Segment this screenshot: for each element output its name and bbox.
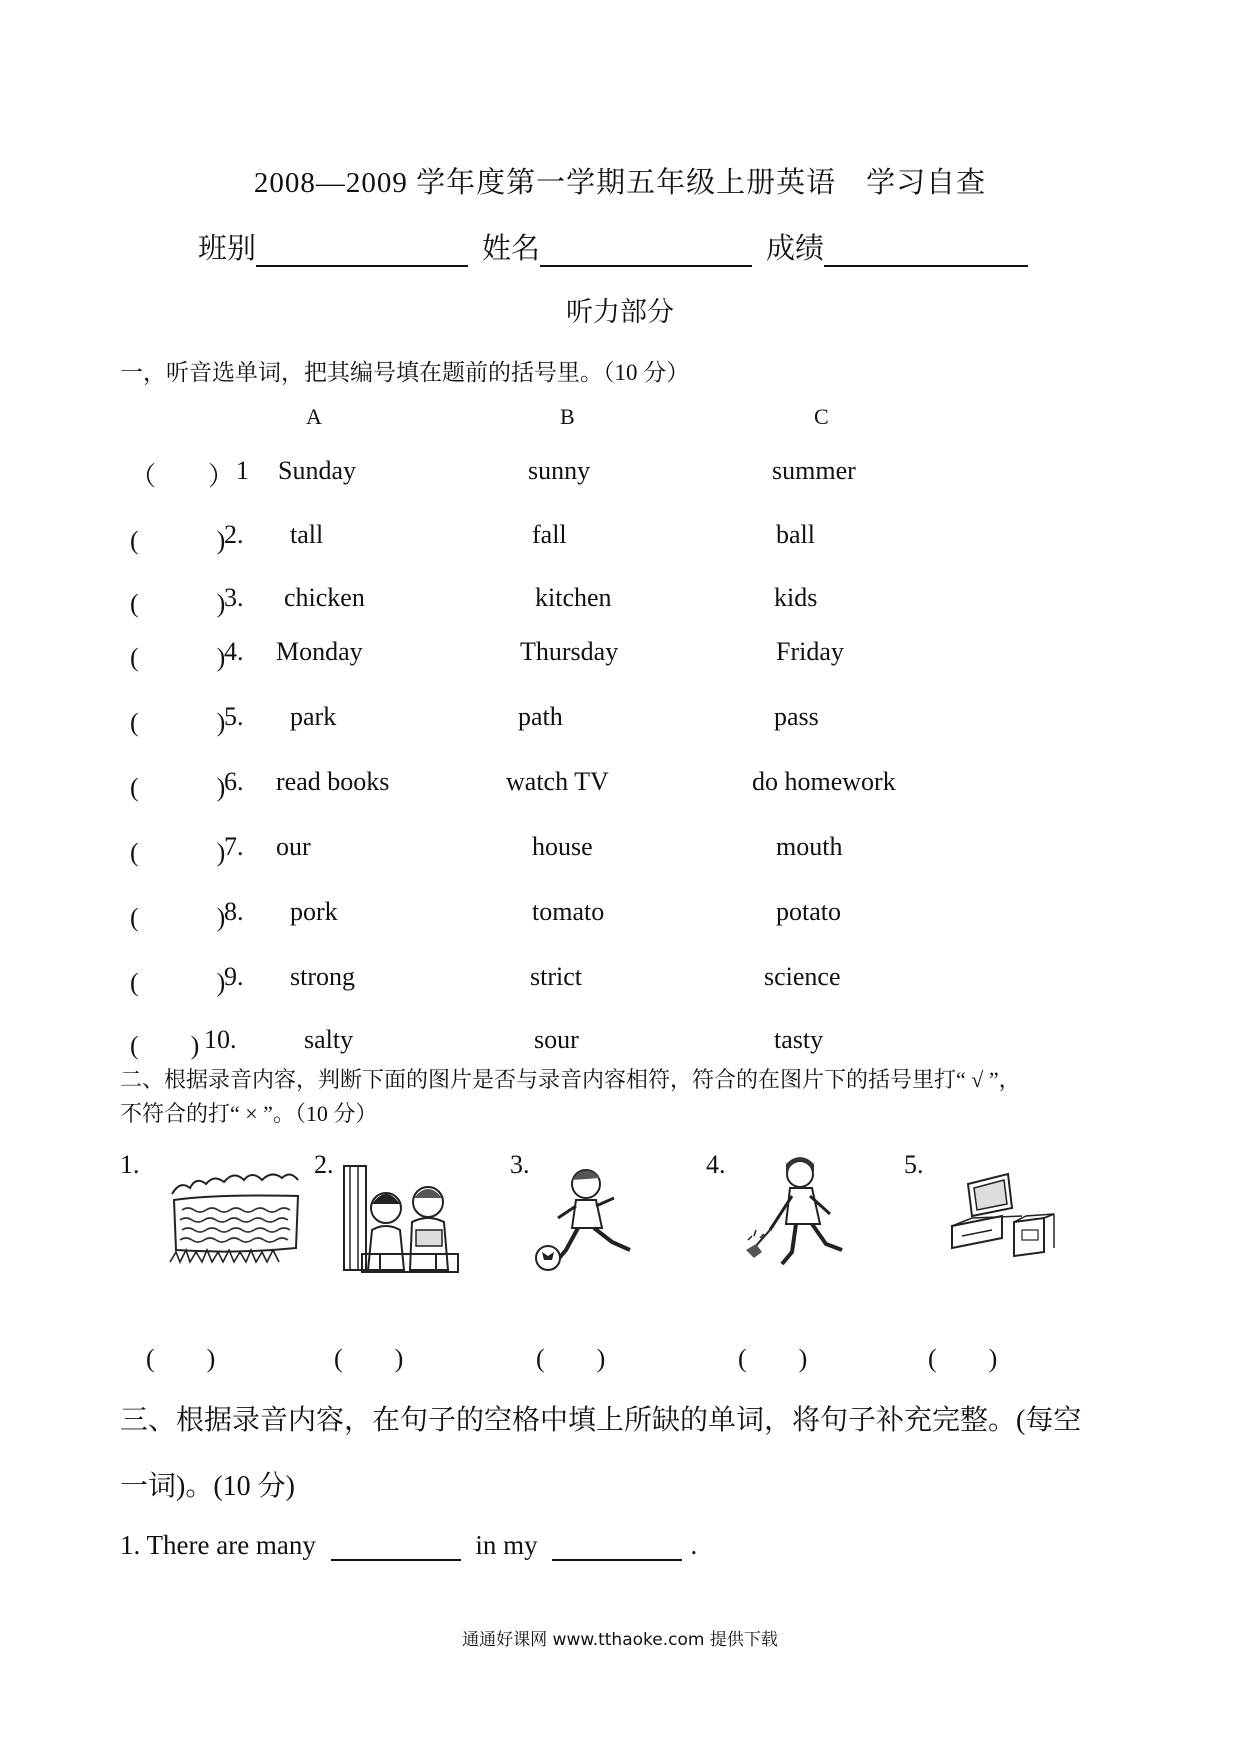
option-c: summer (772, 456, 856, 485)
sentence-middle: in my (475, 1530, 538, 1560)
answer-blank[interactable] (552, 1535, 682, 1561)
column-header-c: C (814, 404, 829, 429)
question-number: 5. (224, 702, 244, 731)
picture-number: 3. (510, 1150, 530, 1179)
option-b: path (518, 702, 563, 731)
answer-paren[interactable]: ( ) (130, 643, 226, 672)
option-a: tall (290, 520, 324, 549)
option-c: kids (774, 583, 818, 612)
column-header-b: B (560, 404, 575, 429)
part3-instruction-line2: 一词)。(10 分) (120, 1471, 295, 1502)
class-label: 班别 (198, 233, 257, 265)
answer-blank[interactable] (331, 1535, 461, 1561)
answer-paren[interactable]: ( ) (130, 1031, 200, 1060)
picture-answer-paren[interactable]: ( ) (146, 1344, 216, 1373)
sentence-end: . (690, 1530, 698, 1560)
picture-number: 4. (706, 1150, 726, 1179)
question-number: 7. (224, 832, 244, 861)
option-a: park (290, 702, 337, 731)
score-blank[interactable] (824, 235, 1028, 267)
fill-sentence-1 (120, 1530, 697, 1561)
answer-paren[interactable]: ( ) (130, 968, 226, 997)
part3-instruction-line1: 三、根据录音内容，在句子的空格中填上所缺的单词，将句子补充完整。(每空 (120, 1405, 1082, 1436)
question-number: 6. (224, 767, 244, 796)
option-c: tasty (774, 1025, 824, 1054)
boy-playing-football-icon (528, 1162, 648, 1276)
lake-picture-icon (168, 1172, 304, 1268)
column-header-a: A (306, 404, 322, 429)
answer-paren[interactable]: （ ） (130, 462, 235, 491)
question-number: 8. (224, 897, 244, 926)
picture-answer-paren[interactable]: ( ) (334, 1344, 404, 1373)
girl-sweeping-icon (740, 1152, 856, 1274)
question-number: 10. (204, 1025, 237, 1054)
option-a: Monday (276, 637, 363, 666)
question-number: 9. (224, 962, 244, 991)
picture-number: 2. (314, 1150, 334, 1179)
option-b: sour (534, 1025, 579, 1054)
picture-number: 1. (120, 1150, 140, 1179)
option-c: ball (776, 520, 815, 549)
option-b: watch TV (506, 767, 609, 796)
part2-instruction-line2: 不符合的打“ × ”。（10 分） (120, 1101, 378, 1126)
class-blank[interactable] (256, 235, 468, 267)
option-c: do homework (752, 767, 896, 796)
listening-heading: 听力部分 (566, 297, 674, 327)
answer-paren[interactable]: ( ) (130, 589, 226, 618)
question-number: 1 (236, 456, 249, 485)
question-number: 3. (224, 583, 244, 612)
sentence-start: 1. There are many (120, 1530, 316, 1560)
option-c: mouth (776, 832, 843, 861)
option-c: potato (776, 897, 841, 926)
option-b: kitchen (535, 583, 612, 612)
score-label: 成绩 (766, 233, 825, 265)
two-boys-picture-icon (340, 1158, 464, 1274)
name-blank[interactable] (540, 235, 752, 267)
option-c: science (764, 962, 841, 991)
option-b: sunny (528, 456, 591, 485)
picture-answer-paren[interactable]: ( ) (928, 1344, 998, 1373)
footer-source: 通通好课网 www.tthaoke.com 提供下载 (462, 1630, 778, 1650)
answer-paren[interactable]: ( ) (130, 773, 226, 802)
question-number: 2. (224, 520, 244, 549)
picture-answer-paren[interactable]: ( ) (738, 1344, 808, 1373)
option-a: read books (276, 767, 390, 796)
option-b: strict (530, 962, 582, 991)
option-c: Friday (776, 637, 844, 666)
option-a: Sunday (278, 456, 356, 485)
answer-paren[interactable]: ( ) (130, 526, 226, 555)
option-b: fall (532, 520, 567, 549)
option-a: salty (304, 1025, 354, 1054)
option-c: pass (774, 702, 819, 731)
option-a: strong (290, 962, 355, 991)
name-label: 姓名 (482, 233, 541, 265)
option-b: Thursday (520, 637, 619, 666)
question-number: 4. (224, 637, 244, 666)
option-b: tomato (532, 897, 605, 926)
answer-paren[interactable]: ( ) (130, 708, 226, 737)
page-title: 2008—2009 学年度第一学期五年级上册英语 学习自查 (253, 167, 987, 199)
option-a: pork (290, 897, 338, 926)
answer-paren[interactable]: ( ) (130, 903, 226, 932)
answer-paren[interactable]: ( ) (130, 838, 226, 867)
part2-instruction-line1: 二、根据录音内容，判断下面的图片是否与录音内容相符，符合的在图片下的括号里打“ √ ”， (120, 1067, 1021, 1092)
tv-and-furniture-icon (948, 1170, 1058, 1260)
part1-instruction: 一，听音选单词，把其编号填在题前的括号里。（10 分） (120, 360, 690, 385)
option-a: our (276, 832, 311, 861)
option-b: house (532, 832, 593, 861)
option-a: chicken (284, 583, 365, 612)
picture-answer-paren[interactable]: ( ) (536, 1344, 606, 1373)
student-info-row (198, 226, 1042, 267)
picture-number: 5. (904, 1150, 924, 1179)
